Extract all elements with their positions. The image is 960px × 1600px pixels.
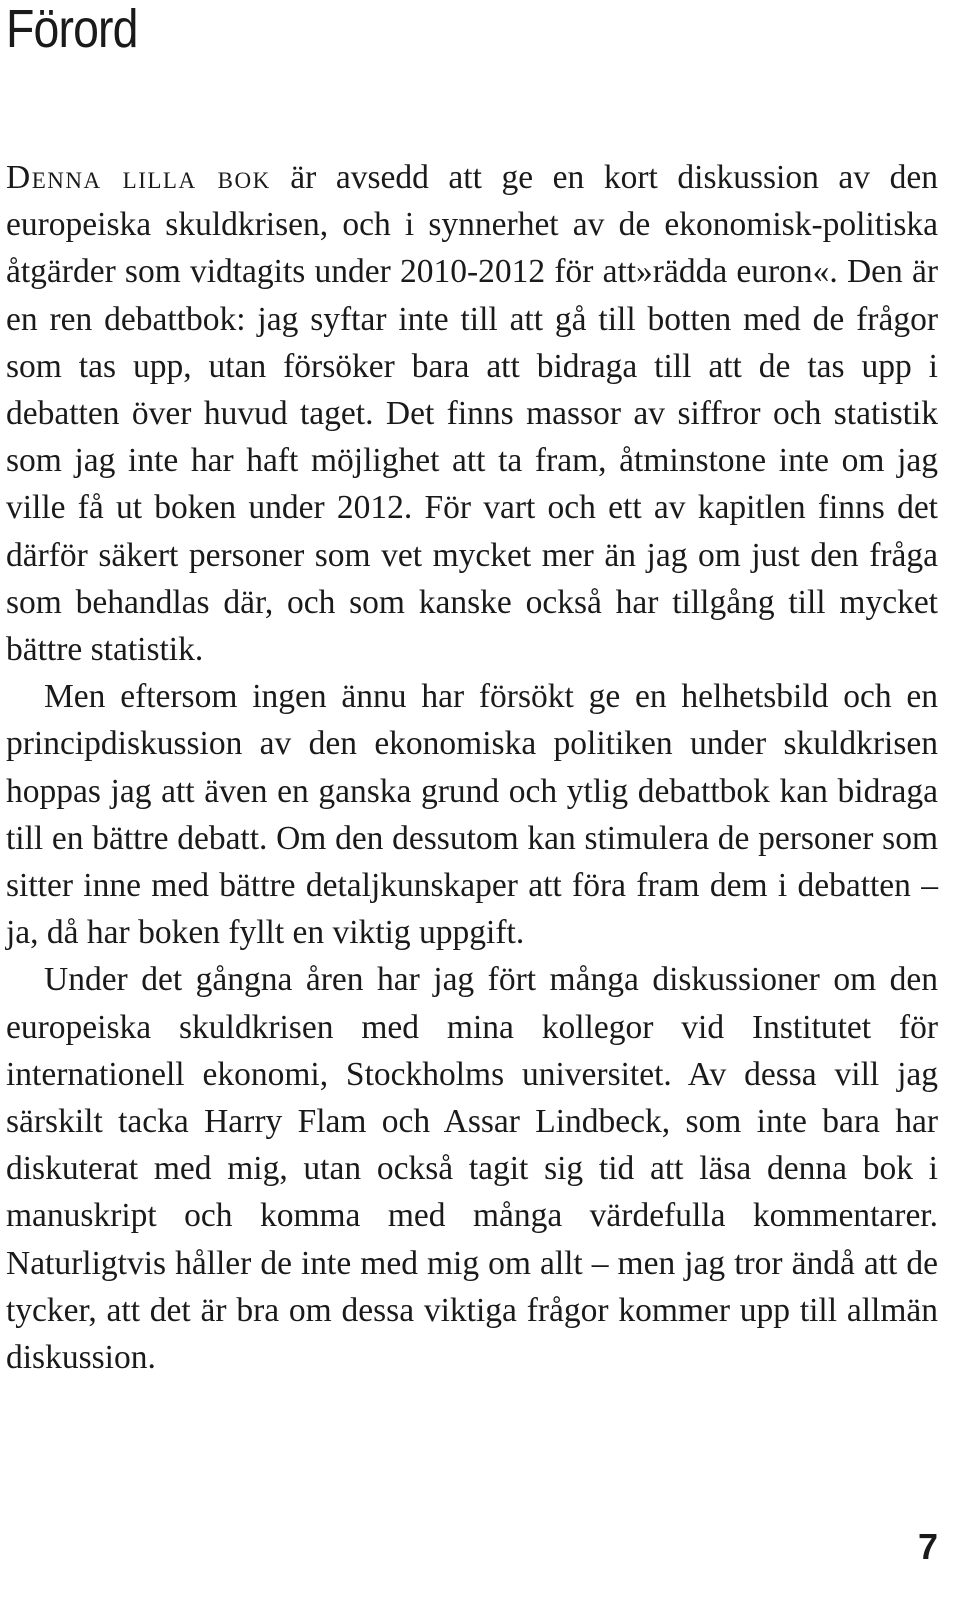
body-text — [6, 154, 938, 1381]
page-number: 7 — [917, 1526, 938, 1567]
chapter-title: Förord — [6, 0, 138, 59]
paragraph-lead-in: Denna lilla bok — [6, 159, 271, 196]
paragraph-3: Under det gångna åren har jag fört många diskussioner om den europeiska skuldkrisen med mina kollegor vid Institutet för internationell ekonomi, Stockholms universitet. Av dessa vill jag särskilt tacka Harry Flam och Assar Lindbeck, som inte bara har diskuterat med mig, utan också tagit sig tid att läsa denna bok i manuskript och komma med många värdefulla kommentarer. Naturligtvis håller de inte med mig om allt – men jag tror ändå att de tycker, att det är bra om dessa viktiga frågor kommer upp till allmän diskussion. — [6, 961, 938, 1377]
paragraph-2: Men eftersom ingen ännu har försökt ge en helhetsbild och en principdiskussion av den ekonomiska politiken under skuldkrisen hoppas jag att även en ganska grund och ytlig debattbok kan bidraga till en bättre debatt. Om den dessutom kan stimulera de personer som sitter inne med bättre detaljkunskaper att föra fram dem i debatten – ja, då har boken fyllt en viktig uppgift. — [6, 678, 938, 952]
paragraph-1-text: är avsedd att ge en kort diskussion av den europeiska skuldkrisen, och i synnerhet av de ekonomisk-politiska åtgärder som vidtagits under 2010-2012 för att»rädda euron«. Den är en ren debattbok: jag syftar inte till att gå till botten med de frågor som tas upp, utan försöker bara att bidraga till att de tas upp i debatten över huvud taget. Det finns massor av siffror och statistik som jag inte har haft möjlighet att ta fram, åtminstone inte om jag ville få ut boken under 2012. För vart och ett av kapitlen finns det därför säkert personer som vet mycket mer än jag om just den fråga som behandlas där, och som kanske också har tillgång till mycket bättre statistik. — [6, 159, 938, 669]
paragraph-1 — [6, 154, 938, 673]
